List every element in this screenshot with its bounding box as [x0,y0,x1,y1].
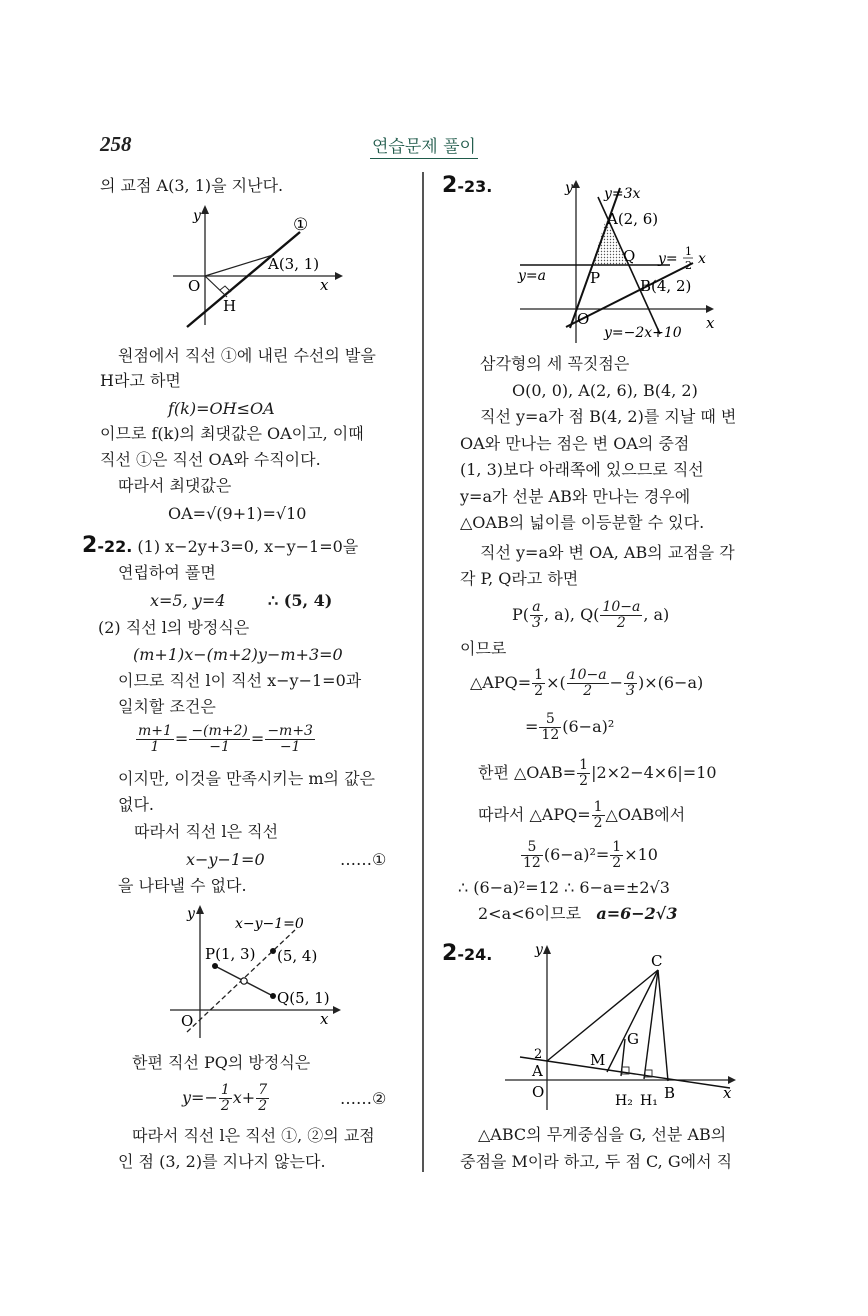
svg-text:y=−2x+10: y=−2x+10 [604,325,682,341]
svg-text:B: B [664,1084,676,1102]
section-title: 연습문제 풀이 [370,132,478,159]
pq-coordinates: P( $\frac{a}{3}$ , a), Q( $\frac{10-a}{2}$ , a) [512,599,670,631]
oab-area: 한편 △OAB= $\frac{1}{2}$ |2×2−4×6|=10 [478,757,717,789]
problem-2-23 [442,175,492,198]
svg-text:x: x [320,276,329,294]
svg-text:Q: Q [623,247,636,265]
problem-2-22: 2-22. (1) x−2y+3=0, x−y−1=0을 [82,533,359,558]
page-number: 258 [100,132,132,156]
figure-2-21 [165,200,355,330]
problem-number: 2-24. [442,941,493,966]
problem-number: 2-22. [82,533,133,558]
problem-number: 2-23. [442,173,493,198]
svg-text:O: O [181,1012,194,1030]
y-axis-label: y [193,208,201,224]
column-divider [422,172,424,1172]
svg-text:y: y [565,180,573,196]
figure-2-22 [165,900,365,1040]
continuation-text: 의 교점 A(3, 1)을 지난다. [100,176,284,195]
area-equation: $\frac{5}{12}$ (6−a)²= $\frac{1}{2}$ ×10 [523,839,658,871]
svg-text:Q(5, 1): Q(5, 1) [277,989,330,1007]
svg-text:2: 2 [685,259,692,272]
svg-text:y: y [187,906,195,922]
svg-text:P: P [590,269,601,287]
svg-text:x: x [320,1010,329,1028]
svg-text:O: O [532,1083,545,1101]
svg-text:O: O [188,277,201,295]
svg-text:x: x [723,1084,732,1102]
svg-text:A: A [532,1062,543,1080]
svg-text:O: O [577,310,590,328]
svg-text:P(1, 3): P(1, 3) [205,945,256,963]
svg-text:x: x [706,314,715,332]
area-ratio: 따라서 △APQ= $\frac{1}{2}$ △OAB에서 [478,799,686,831]
apq-area-line1: △APQ= $\frac{1}{2}$ ×( $\frac{10-a}{2}$ − $\frac{a}{3}$ )×(6−a) [470,667,704,699]
pq-line-equation: y=− $\frac{1}{2}$ x+ $\frac{7}{2}$ [182,1082,268,1114]
svg-text:y: y [535,942,543,958]
svg-text:(5, 4): (5, 4) [277,947,318,965]
svg-text:x: x [698,251,706,267]
svg-text:x−y−1=0: x−y−1=0 [235,916,304,932]
svg-text:A(3, 1): A(3, 1) [268,255,320,273]
svg-text:y=a: y=a [518,268,546,284]
svg-text:2: 2 [534,1047,543,1062]
svg-text:H₂: H₂ [615,1093,633,1109]
svg-text:①: ① [293,215,309,235]
svg-text:M: M [590,1051,606,1069]
svg-text:y=3x: y=3x [604,186,641,202]
figure-2-23 [510,178,720,348]
fraction-equation: $\frac{m+1}{1}$ = $\frac{-(m+2)}{-1}$ = $\frac{-m+3}{-1}$ [138,723,313,755]
svg-text:H: H [223,297,237,315]
figure-2-24 [505,940,745,1115]
problem-2-24 [442,943,492,966]
svg-text:y=: y= [658,251,678,267]
svg-text:C: C [651,952,663,970]
svg-text:B(4, 2): B(4, 2) [640,277,692,295]
final-answer: a=6−2√3 [596,904,678,923]
svg-text:A(2, 6): A(2, 6) [607,210,659,228]
svg-text:G: G [627,1030,639,1048]
svg-text:H₁: H₁ [640,1093,658,1109]
svg-text:1: 1 [685,245,692,258]
apq-area-line2: = $\frac{5}{12}$ (6−a)² [525,711,615,743]
